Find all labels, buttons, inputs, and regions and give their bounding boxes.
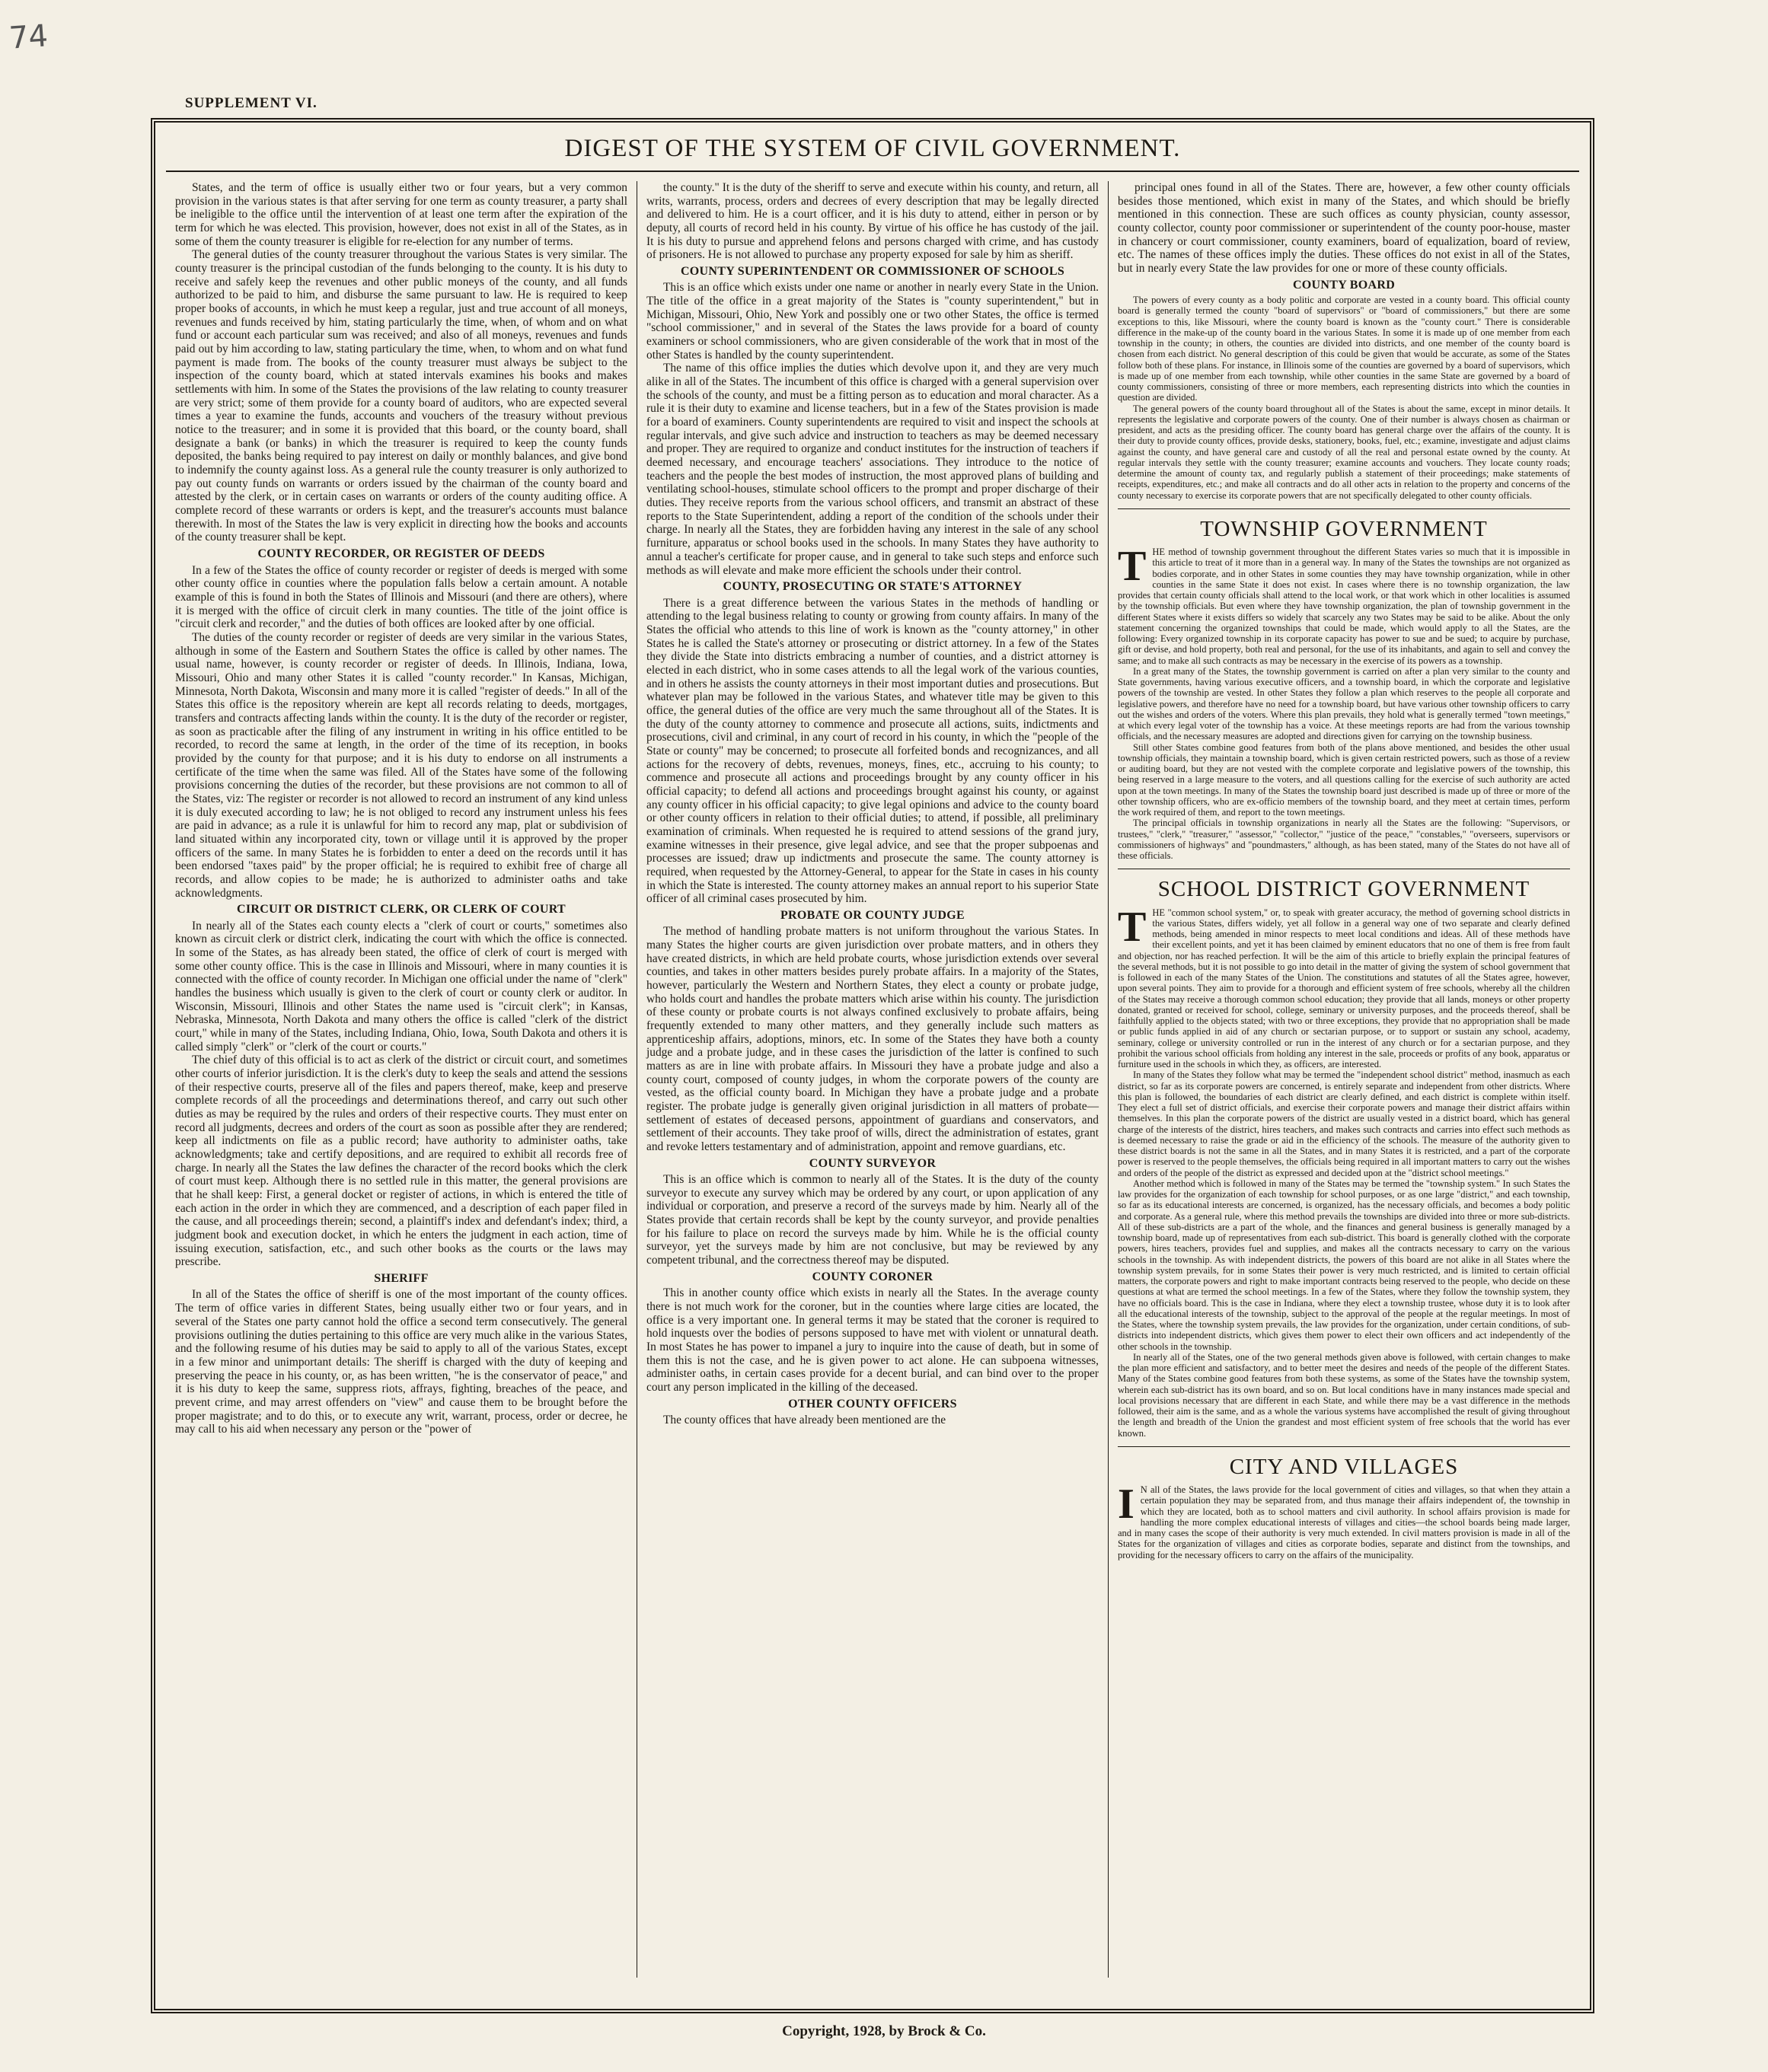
- paragraph: HE "common school system," or, to speak with greater accuracy, the method of governing school districts in the various States, differs widely, yet all follow in a general way one of two separate and clearly defined methods, being amended in minor respects to meet local conditions and ideas. All of these methods have their excellent points, and yet it has been claimed by eminent educators that no one of them is free from fault and objection, nor has reached perfection. It will be the aim of this article to briefly explain the principal features of the several methods, but it is not possible to go into detail in the matter of giving the system of school government that is followed in each of the many States of the Union. The constitutions and statutes of all the States agree, however, upon several points. They aim to provide for a thorough and efficient system of free schools, whereby all the children of the States may receive a thorough common school education; they provide that all lands, moneys or other property donated, granted or received for school, college, seminary or university purposes, and the proceeds thereof, shall be faithfully applied to the objects stated; with two or three exceptions, they provide that no appropriation shall be made or public funds applied in aid of any church or sectarian purpose, or to support or sustain any school, academy, seminary, college or university controlled or run in the interest of any church or for a sectarian purpose, and they prohibit the various school officials from holding any interest in the sale, proceeds or profits of any book, apparatus or furniture used in the schools in which they, as officers, are interested.: [1118, 907, 1570, 1070]
- city-villages-text: [1118, 1481, 1570, 1560]
- section-heading: COUNTY BOARD: [1292, 278, 1396, 292]
- paragraph: This is an office which exists under one name or another in nearly every State in the Union. The title of the office in a great majority of the States is "county superintendent," but in Michigan, Missouri, Ohio, New York and possibly one or two other States, the office is termed "school commissioner," and in several of the States the laws provide for a board of county examiners or school commissioners, who are given considerable of the work that in most of the other States is handled by the county superintendent.: [646, 281, 1099, 362]
- paragraph: The general powers of the county board throughout all of the States is about the same, except in minor details. It represents the legislative and corporate powers of the county. One of their number is always chosen as chairman or president, and acts as the presiding officer. The county board has general charge over the affairs of the county. It is their duty to provide county offices, provide desks, stationery, books, fuel, etc.; examine, investigate and adjust claims against the county, and have general care and custody of all the real and personal estate owned by the county. At regular intervals they settle with the county treasurer; examine accounts and vouchers. They locate county roads; determine the amount of county tax, and regularly publish a statement of their proceedings; make statements of receipts, expenditures, etc.; and make all contracts and do all other acts in relation to the property and concerns of the county necessary to exercise its corporate powers that are not specifically delegated to other county officials.: [1118, 403, 1570, 501]
- drop-cap: T: [1118, 543, 1147, 591]
- page-title: DIGEST OF THE SYSTEM OF CIVIL GOVERNMENT.: [166, 130, 1579, 172]
- section-heading: COUNTY, PROSECUTING OR STATE'S ATTORNEY: [723, 580, 1023, 594]
- paragraph: States, and the term of office is usually either two or four years, but a very common provision in the various states is that after serving for one term as county treasurer, a party shall be ineligible to the office until the intervention of at least one term after the expiration of the term for which he was elected. This provision, however, does not exist in all of the States, as in some of them the county treasurer is eligible for re-election for any number of terms.: [175, 181, 627, 248]
- paragraph: In nearly all of the States, one of the two general methods given above is followed, with certain changes to make the plan more efficient and satisfactory, and to better meet the desires and needs of the people of the different States. Many of the States combine good features from both these systems, as some of the States have the township system, wherein each sub-district has its own board, and so on. But local conditions have in many instances made special and local provisions necessary that are different in each State, and while there may be a vast difference in the methods followed, their aim is the same, and as a whole the various systems have accomplished the result of giving throughout the length and breadth of the Union the grandest and most efficient system of free schools that the world has ever known.: [1118, 1351, 1570, 1439]
- paragraph: HE method of township government throughout the different States varies so much that it is impossible in this article to treat of it more than in a general way. In many of the States the townships are not organized as bodies corporate, and in other States in some counties they may have township organization, while in other counties in the same State it does not exist. In cases where there is no township organization, the law provides that certain county officials shall attend to the local work, or that work which in other localities is assumed by the township officials. But even where they have township organization, the plan of township government in the different States where it exists differs so widely that scarcely any two States may be said to be alike. About the only statement concerning the organized townships that could be made, which would apply to all the States, are the following: Every organized township in its corporate capacity has power to sue and be sued; to acquire by purchase, gift or devise, and hold property, both real and personal, for the use of its inhabitants, and again to sell and convey the same; and to make all such contracts as may be necessary in the exercise of its powers as a township.: [1118, 547, 1570, 666]
- section-heading: COUNTY SUPERINTENDENT OR COMMISSIONER OF SCHOOLS: [680, 265, 1065, 279]
- paragraph: principal ones found in all of the States. There are, however, a few other county officials besides those mentioned, which exist in many of the States, and which should be briefly mentioned in this connection. These are such offices as county physician, county assessor, county collector, county poor commissioner or superintendent of the county poor-house, master in chancery or court commissioner, county examiners, board of equalization, board of review, etc. The names of these offices imply the duties. These offices do not exist in all of the States, but in nearly every State the law provides for one or more of these county officials.: [1118, 181, 1570, 276]
- section-heading: COUNTY CORONER: [812, 1270, 933, 1283]
- section-heading: OTHER COUNTY OFFICERS: [788, 1397, 957, 1411]
- school-district-heading: SCHOOL DISTRICT GOVERNMENT: [1118, 869, 1570, 902]
- section-heading: SHERIFF: [374, 1272, 429, 1286]
- paragraph: Another method which is followed in many of the States may be termed the "township system." In such States the law provides for the organization of each township for school purposes, or as one large "district," and each township, so far as its educational interests are concerned, is organized, has the necessary officials, and becomes a body politic and corporate. As a general rule, where this method prevails the townships are divided into three or more sub-districts. All of these sub-districts are a part of the whole, and the finances and general business is generally managed by a township board, made up of representatives from each sub-district. This board is generally clothed with the corporate powers, hires teachers, provides fuel and supplies, and makes all the contracts necessary to carry on the various schools in the township. As with independent districts, the powers of this board are not alike in all States where the township system prevails, for in some States their power is very much restricted, and is limited to certain official matters, the corporate powers and right to make important contracts being reserved to the people, who decide on these questions at what are termed the school meetings. In a few of the States, where they follow the township system, they have no officials board. This is the case in Indiana, where they elect a township trustee, whose duty it is to look after all the educational interests of the township, subject to the approval of the people at the regular meetings. In most of the States, where the township system prevails, the law provides for the organization, under certain conditions, of sub-districts into independent districts, which gives them power to elect their own officers and act independently of the other schools in the township.: [1118, 1178, 1570, 1352]
- section-heading: PROBATE OR COUNTY JUDGE: [780, 908, 965, 922]
- paragraph: N all of the States, the laws provide for the local government of cities and villages, so that when they attain a certain population they may be separated from, and thus manage their affairs independent of, the township in which they are located, both as to school matters and civil authority. In school affairs provision is made for handling the more complex educational interests of villages and cities—the school boards being made larger, and in many cases the scope of their authority is very much extended. In civil matters provision is made in all of the States for the organization of villages and cities as corporate bodies, separate and distinct from the townships, and providing for the necessary officers to carry on the affairs of the municipality.: [1118, 1484, 1570, 1560]
- paragraph: In a few of the States the office of county recorder or register of deeds is merged with some other county office in counties where the population falls below a certain amount. A notable example of this is found in both the States of Illinois and Missouri (and there are others), where it is merged with the office of circuit clerk in many counties. The title of the joint office is "circuit clerk and recorder," and the duties of both offices are looked after by one official.: [175, 563, 627, 631]
- school-district-text: [1118, 903, 1570, 1439]
- section-heading: COUNTY RECORDER, OR REGISTER OF DEEDS: [257, 547, 545, 561]
- county-board-text: [1118, 295, 1570, 501]
- page-number: 74: [8, 18, 49, 56]
- paragraph: In a great many of the States, the township government is carried on after a plan very similar to the county and State governments, having various executive officers, and a township board, in which the corporate and legislative powers of the township are vested. In other States they follow a plan which reserves to the people all corporate and legislative powers, and therefore have no need for a township board, but have various other township officers to carry out the wishes and orders of the voters. Where this plan prevails, they hold what is generally termed "town meetings," at which every legal voter of the township has a voice. At these meetings reports are had from the various township officials, and the necessary measures are adopted and directions given for carrying on the township business.: [1118, 665, 1570, 742]
- column-1: [166, 181, 637, 1978]
- supplement-label: SUPPLEMENT VI.: [185, 95, 318, 111]
- drop-cap: T: [1118, 903, 1147, 951]
- paragraph: There is a great difference between the various States in the methods of handling or attending to the legal business relating to county or growing from county affairs. In many of the States the official who attends to this line of work is known as the "county attorney," in other States he is called the State's attorney or prosecuting or district attorney. In a few of the States they divide the State into districts embracing a number of counties, and a district attorney is elected in each district, who in some cases attends to all the legal work of the various counties, and in others he assists the county attorneys in their most important duties and prosecutions. But whatever plan may be followed in the various States, and whatever title may be given to this office, the general duties of the office are very much the same throughout all of the States. It is the duty of the county attorney to commence and prosecute all actions, suits, indictments and prosecutions, civil and criminal, in any court of record in his county, in which the "people of the State or county" may be concerned; to prosecute all forfeited bonds and recognizances, and all actions for the recovery of debts, revenues, moneys, fines, etc., accruing to his county; to commence and prosecute all actions and proceedings brought by any county officer in his official capacity; to defend all actions and proceedings brought against his county, or against any county officer in his official capacity; to give legal opinions and advice to the county board or other county officers in relation to their official duties; to attend, if possible, all preliminary examination of criminals. When requested he is required to attend sessions of the grand jury, examine witnesses in their presence, give legal advice, and see that the proper subpoenas and processes are issued; draw up indictments and prosecute the same. The county attorney is required, when requested by the Attorney-General, to appear for the State in cases in his county in which the State is interested. The county attorney makes an annual report to his superior State officer of all criminal cases prosecuted by him.: [646, 596, 1099, 906]
- column-2: [637, 181, 1108, 1978]
- paragraph: This in another county office which exists in nearly all the States. In the average county there is not much work for the coroner, but in the counties where large cities are located, the office is a very important one. In general terms it may be stated that the coroner is required to hold inquests over the bodies of persons supposed to have met with violent or unnatural death. In most States he has power to impanel a jury to inquire into the cause of death, but in some of them this is not the case, and he is given power to act alone. He can subpoena witnesses, administer oaths, in certain cases provide for a decent burial, and can bind over to the proper court any person implicated in the killing of the deceased.: [646, 1286, 1099, 1394]
- city-villages-heading: CITY AND VILLAGES: [1118, 1446, 1570, 1480]
- paragraph: This is an office which is common to nearly all of the States. It is the duty of the county surveyor to execute any survey which may be ordered by any court, or upon application of any individual or corporation, and preserve a record of the surveys made by him. Nearly all of the States provide that certain records shall be kept by the county surveyor, and provide penalties for his failure to place on record the surveys made by him. While he is the official county surveyor, yet the surveys made by him are not conclusive, but may be reviewed by any competent tribunal, and the correctness thereof may be disputed.: [646, 1173, 1099, 1267]
- paragraph: The name of this office implies the duties which devolve upon it, and they are very much alike in all of the States. The incumbent of this office is charged with a general supervision over the schools of the county, and must be a fitting person as to education and moral character. As a rule it is their duty to examine and license teachers, but in a few of the States provision is made for a board of examiners. County superintendents are required to visit and inspect the schools at regular intervals, and give such advice and instruction to teachers as may be deemed necessary and proper. They are required to organize and conduct institutes for the instruction of teachers if deemed necessary, and encourage teachers' associations. They introduce to the notice of teachers and the people the best modes of instruction, the most approved plans of building and ventilating school-houses, stimulate school officers to the prompt and proper discharge of their duties. They receive reports from the various school officers, and transmit an abstract of these reports to the State Superintendent, adding a report of the condition of the schools under their charge. In nearly all the States, they are forbidden having any interest in the sale of any school furniture, apparatus or school books used in the schools. In many States they have authority to annul a teacher's certificate for proper cause, and in general to take such steps and enforce such methods as will elevate and make more efficient the schools under their control.: [646, 362, 1099, 577]
- paragraph: The method of handling probate matters is not uniform throughout the various States. In many States the higher courts are given jurisdiction over probate matters, and in others they have created districts, in which are held probate courts, whose jurisdiction extends over several counties, and takes in other matters besides purely probate affairs. In a majority of the States, however, particularly the Western and Northern States, they elect a county or probate judge, who holds court and handles the probate matters which arise within his county. The jurisdiction of these county or probate courts is not always confined exclusively to probate affairs, being frequently extended to many other matters, and they generally include such matters as apprenticeship affairs, adoptions, minors, etc. In some of the States they have both a county judge and a probate judge, and in these cases the jurisdiction of the latter is confined to such matters as are in line with probate affairs. In Missouri they have a probate judge and also a county court, composed of county judges, in whom the corporate powers of the county are vested, as the official county board. In Michigan they have a probate judge and a probate register. The probate judge is generally given original jurisdiction in all matters of probate—settlement of estates of deceased persons, appointment of guardians and conservators, and settlement of their accounts. They take proof of wills, direct the administration of estates, grant and revoke letters testamentary and of administration, appoint and remove guardians, etc.: [646, 925, 1099, 1154]
- paragraph: In all of the States the office of sheriff is one of the most important of the county offices. The term of office varies in different States, being usually either two or four years, and in several of the States one party cannot hold the office a second term consecutively. The general provisions outlining the duties pertaining to this office are very much alike in the various States, and the following resume of his duties may be said to apply to all of the various States, except in a few minor and unimportant details: The sheriff is charged with the duty of keeping and preserving the peace in his county, or, as has been written, "he is the conservator of peace," and it is his duty to keep the same, suppress riots, affrays, fighting, breaches of the peace, and prevent crime, and may arrest offenders on "view" and cause them to be brought before the proper magistrate; and to do this, or to execute any writ, warrant, process, order or decree, he may call to his aid when necessary any person or the "power of: [175, 1288, 627, 1436]
- paragraph: The chief duty of this official is to act as clerk of the district or circuit court, and sometimes other courts of inferior jurisdiction. It is the clerk's duty to keep the seals and attend the sessions of their respective courts, preserve all of the files and papers thereof, make, keep and preserve complete records of all the proceedings and determinations thereof, and carry out such other duties as may be required by the rules and orders of their respective courts. They must enter on record all judgments, decrees and orders of the court as soon as possible after they are rendered; keep all indictments on file as a public record; have authority to administer oaths, take acknowledgments; take and certify depositions, and are required to exhibit all records free of charge. In nearly all the States the law defines the character of the record books which the clerk of court must keep. Although there is no settled rule in this matter, the general provisions are that he shall keep: First, a general docket or register of actions, in which is entered the title of each action in the order in which they are commenced, and a description of each paper filed in the cause, and all proceedings therein; second, a plaintiff's index and defendant's index; third, a judgment book and execution docket, in which he enters the judgment in each action, time of issuing execution, satisfaction, etc., and such other books as the courts or the laws may prescribe.: [175, 1054, 627, 1269]
- drop-cap: I: [1118, 1481, 1135, 1528]
- township-heading: TOWNSHIP GOVERNMENT: [1118, 508, 1570, 542]
- paragraph: Still other States combine good features from both of the plans above mentioned, and besides the other usual township officials, they maintain a township board, which is given certain restricted powers, such as those of a review or auditing board, but they are not vested with the complete corporate and legislative powers of the township, this being reserved in a large measure to the voters, and all questions calling for the exercise of such authority are acted upon at the town meetings. In many of the States the township board just described is made up of three or more of the other township officers, who are ex-officio members of the township board, and they meet at certain times, perform the work required of them, and report to the town meetings.: [1118, 741, 1570, 818]
- section-heading: COUNTY SURVEYOR: [809, 1156, 937, 1170]
- township-text: [1118, 543, 1570, 862]
- paragraph: The duties of the county recorder or register of deeds are very similar in the various States, although in some of the Eastern and Southern States the office is called by other names. The usual name, however, is county recorder or register of deeds. In Illinois, Indiana, Iowa, Missouri, Ohio and many other States it is called "county recorder." In Kansas, Michigan, Minnesota, North Dakota, Wisconsin and many more it is called "register of deeds." In all of the States this office is the repository wherein are kept all records relating to deeds, mortgages, transfers and contracts affecting lands within the county. It is the duty of the recorder or register, as soon as practicable after the filing of any instrument in writing in his office entitled to be recorded, to record the same at length, in the order of the time of its reception, in books provided by the county for that purpose; and it is his duty to endorse on all instruments a certificate of the time when the same was filed. All of the States have some of the following provisions concerning the duties of the recorder, but these provisions are not common to all of the States, viz: The register or recorder is not allowed to record an instrument of any kind unless it is duly executed according to law; he is not obliged to record any instrument unless his fees are paid in advance; as a rule it is unlawful for him to record any map, plat or subdivision of land situated within any incorporated city, town or village until it is approved by the proper officers of the same. In many States he is forbidden to enter a deed on the records until it has been endorsed "taxes paid" by the proper official; he is required to exhibit free of charge all records, and allow copies to be made; he is authorized to administer oaths and take acknowledgments.: [175, 630, 627, 900]
- paragraph: In nearly all of the States each county elects a "clerk of court or courts," sometimes also known as circuit clerk or district clerk, indicating the court with which the office is connected. In some of the States, as has already been stated, the office of clerk of court is merged with some other county office. This is the case in Illinois and Missouri, where in many counties it is connected with the office of county recorder. In Michigan one official under the name of "clerk" handles the business which usually is given to the clerk of court or county clerk or auditor. In Wisconsin, Missouri, Illinois and other States the name used is "circuit clerk"; in Kansas, Nebraska, Minnesota, North Dakota and many others the office is called "clerk of the district court," while in many of the States, including Indiana, Ohio, Iowa, South Dakota and others it is called simply "clerk" or "clerk of the court or courts.": [175, 919, 627, 1054]
- section-heading: CIRCUIT OR DISTRICT CLERK, OR CLERK OF COURT: [237, 903, 566, 916]
- paragraph: The general duties of the county treasurer throughout the various States is very similar. The county treasurer is the principal custodian of the funds belonging to the county. It is his duty to receive and safely keep the revenues and other public moneys of the county, and all funds authorized to be paid to him, and disburse the same pursuant to law. He is required to keep proper books of accounts, in which he must keep a regular, just and true account of all moneys, revenues and funds received by him, stating particularly the time, when, of whom and on what fund or account each particular sum was received; and also of all moneys, revenues and funds paid out by him according to law, stating particulary the time, when, to whom and on what fund payment is made from. The books of the county treasurer must always be subject to the inspection of the county board, which at stated intervals examines his books and makes settlements with him. In some of the States the provisions of the law relating to county treasurer are very strict; some of them provide for a county board of auditors, who are expected several times a year to examine the funds, accounts and vouchers of the treasury without previous notice to the treasurer; and in some it is provided that this board, or the county board, shall designate a bank (or banks) in which the treasurer is required to keep the county funds deposited, the banks being required to pay interest on daily or monthly balances, and give bond to indemnify the county against loss. As a general rule the county treasurer is only authorized to pay out county funds on warrants or orders issued by the chairman of the county board and attested by the clerk, or in certain cases on warrants or orders of the county auditing office. A complete record of these warrants or orders is kept, and the treasurer's accounts must balance therewith. In most of the States the law is very explicit in directing how the books and accounts of the county treasurer shall be kept.: [175, 248, 627, 544]
- paragraph: The powers of every county as a body politic and corporate are vested in a county board. This official county board is generally termed the county "board of supervisors" or "board of commissioners," but there are some exceptions to this, like Missouri, where the county board is known as the "county court." There is considerable difference in the make-up of the county board in the various States. In some it is made up of one member from each township in the county; in others, the counties are divided into districts, and one member of the county board is chosen from each district. No general description of this could be given that would be accurate, as some of the States follow both of these plans. For instance, in Illinois some of the counties are governed by a board of supervisors, which is made up of one member from each township, while other counties in the same State are governed by a board of county commissioners, consisting of three or more members, each representing districts into which the counties in question are divided.: [1118, 295, 1570, 403]
- copyright-line: Copyright, 1928, by Brock & Co.: [782, 2023, 986, 2039]
- paragraph: In many of the States they follow what may be termed the "independent school district" method, inasmuch as each district, so far as its corporate powers are concerned, is entirely separate and independent from other districts. Where this plan is followed, the boundaries of each district are clearly defined, and each district is complete within itself. They elect a full set of district officials, and exercise their corporate powers and manage their district affairs within themselves. In this plan the corporate powers of the district are usually vested in a district board, which has general charge of the interests of the district, hires teachers, and makes such contracts and carries into effect such methods as is deemed necessary to raise the grade or aid in the efficiency of the schools. The measure of the authority given to these district boards is not the same in all the States, and in many States it is restricted, and a part of the corporate power is reserved to the people themselves, the officials being required in all important matters to carry out the wishes and orders of the people of the district as expressed and decided upon at the "district school meetings.": [1118, 1069, 1570, 1178]
- paragraph: The county offices that have already been mentioned are the: [663, 1413, 946, 1426]
- text-columns: [166, 181, 1579, 1978]
- digest-frame: [151, 118, 1594, 2013]
- paragraph: The principal officials in township organizations in nearly all the States are the following: "Supervisors, or trustees," "clerk," "treasurer," "assessor," "collector," "justice of the peace," "constables," "overseers, supervisors or commissioners of highways" and "poundmasters," although, as has been stated, many of the States do not have all of these officials.: [1118, 818, 1570, 862]
- paragraph: the county." It is the duty of the sheriff to serve and execute within his county, and return, all writs, warrants, process, orders and decrees of every description that may be legally directed and delivered to him. He is a court officer, and it is his duty to attend, either in person or by deputy, all courts of record held in his county. By virtue of his office he has custody of the jail. It is his duty to pursue and apprehend felons and persons charged with crime, and has custody of prisoners. He is not allowed to purchase any property exposed for sale by him as sheriff.: [646, 181, 1099, 262]
- column-3: [1108, 181, 1579, 1978]
